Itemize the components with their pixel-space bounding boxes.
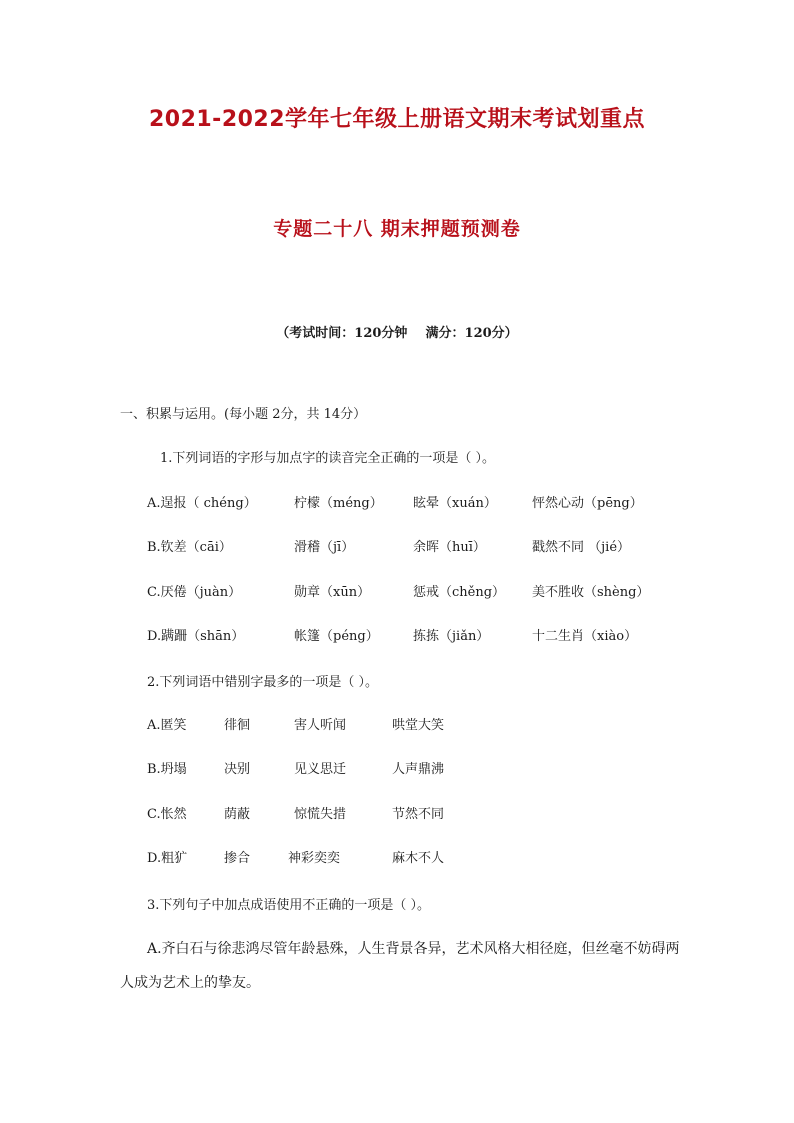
question-1-option-row <box>0 538 794 558</box>
option-word: B.钦差（cāi） <box>147 540 232 555</box>
option-a-line-2: 人成为艺术上的挚友。 <box>120 975 260 991</box>
option-word: 见义思迁 <box>294 762 347 777</box>
option-word: 神彩奕奕 <box>288 851 341 866</box>
option-a-line-1: A.齐白石与徐悲鸿尽管年龄悬殊，人生背景各异，艺术风格大相径庭，但丝毫不妨碍两 <box>147 941 680 957</box>
document-title: 2021-2022学年七年级上册语文期末考试划重点 <box>148 107 646 132</box>
option-word: D.蹒跚（shān） <box>147 629 245 644</box>
option-word: 惊慌失措 <box>294 807 347 822</box>
question-2-option-row <box>0 760 794 780</box>
option-word: 眩晕（xuán） <box>413 496 497 511</box>
question-2-option-row <box>0 849 794 869</box>
option-word: 美不胜收（shèng） <box>532 585 650 600</box>
option-word: 决别 <box>224 762 251 777</box>
question-1-option-row <box>0 627 794 647</box>
option-word: B.坍塌 <box>147 762 187 777</box>
option-word: C.怅然 <box>147 807 187 822</box>
exam-info: （考试时间：120分钟 满分：120分） <box>276 326 518 341</box>
question-1-stem: 1.下列词语的字形与加点字的读音完全正确的一项是（ ）。 <box>160 451 496 466</box>
option-word: 滑稽（jī） <box>294 540 355 555</box>
option-word: 掺合 <box>224 851 251 866</box>
document-subtitle: 专题二十八 期末押题预测卷 <box>273 218 521 240</box>
option-word: 荫蔽 <box>224 807 251 822</box>
option-word: 惩戒（chěng） <box>413 585 506 600</box>
option-word: 哄堂大笑 <box>392 718 445 733</box>
question-2-option-row <box>0 805 794 825</box>
option-word: 戳然不同 （jié） <box>532 540 631 555</box>
option-word: 害人听闻 <box>294 718 347 733</box>
option-word: C.厌倦（juàn） <box>147 585 242 600</box>
question-3-stem: 3.下列句子中加点成语使用不正确的一项是（ ）。 <box>147 898 431 913</box>
option-word: D.粗犷 <box>147 851 188 866</box>
option-word: 余晖（huī） <box>413 540 486 555</box>
question-1-option-row <box>0 583 794 603</box>
option-word: A.匿笑 <box>147 718 187 733</box>
section-heading: 一、积累与运用。(每小题 2分，共 14分） <box>120 407 367 422</box>
question-2-stem: 2.下列词语中错别字最多的一项是（ ）。 <box>147 675 379 690</box>
option-word: 麻木不人 <box>392 851 445 866</box>
option-word: 怦然心动（pēng） <box>532 496 643 511</box>
option-word: 节然不同 <box>392 807 445 822</box>
option-word: 徘徊 <box>224 718 251 733</box>
option-word: 帐篷（péng） <box>294 629 379 644</box>
option-word: 人声鼎沸 <box>392 762 445 777</box>
option-word: 勋章（xūn） <box>294 585 371 600</box>
question-3-option-a <box>120 932 680 1000</box>
option-word: 拣拣（jiǎn） <box>413 629 490 644</box>
option-word: A.逞报（ chéng） <box>147 496 257 511</box>
option-word: 柠檬（méng） <box>294 496 383 511</box>
option-word: 十二生肖（xiào） <box>532 629 638 644</box>
question-1-option-row <box>0 494 794 514</box>
question-2-option-row <box>0 716 794 736</box>
